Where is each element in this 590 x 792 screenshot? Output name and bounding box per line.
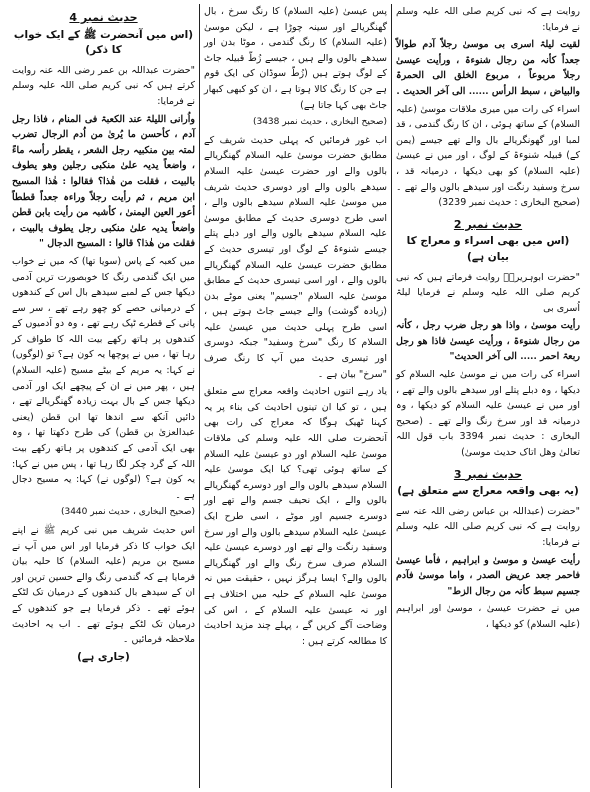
hadith-subheading-3: (یہ بھی واقعہ معراج سے متعلق ہے) [397, 485, 579, 498]
paragraph: پس عیسیٰ (علیہ السلام) کا رنگ سرخ ، بال گھنگریالے اور سینہ چوڑا ہے ، لیکن موسیٰ (علیہ السلام) کا رنگ گندمی ، موٹا بدن اور سیدھے بالوں والے ہیں ، جیسے زُطّ قبیلہ جاٹ کے لوگ ہوتے ہیں (زُطّ سوڈان کی ایک قوم ہے جن کا رنگ کالا ہوتا ہے ، ان کو کبھی کبھار جاٹ بھی کہا جاتا ہے) [204, 6, 387, 111]
arabic-text: واُرانی اللیلۃ عند الکعبۃ فی المنام ، فاذا رجل آدم ، کأحسن ما یُریٰ من اُدم الرجال تضرب لمتہ بین منکبیہ رجل الشعر ، یقطر رأسہ ماءً ، واضعاً یدیہ علیٰ منکبی رجلین وھو یطوف بالبیت ، فقلت من ھٰذا؟ فقالوا : ھٰذا المسیح ابن مریم ، ثم رأیت رجلاً وراءہ جعداً قططاً أعور العین الیمنیٰ ، کأشبہ من رأیت بابن قطن واضعاً یدیہ علیٰ منکبی رجل یطوف بالبیت ، فقلت من ھٰذا؟ قالوا : المسیح الدجال " [12, 113, 195, 250]
paragraph: روایت ہے کہ نبی کریم صلی اللہ علیہ وسلم نے فرمایا: [396, 6, 580, 33]
arabic-text: لقیت لیلۃ اسری بی موسیٰ رجلاً آدم طوالاً جعداً کأنہ من رجال شنوءۃ ، ورأیت عیسیٰ رجلاً مربوعاً ، مربوع الخلق الی الحمرۃ والبیاض ، سبط الرأس ...... الی آخر الحدیث . [396, 39, 580, 97]
reference: (صحیح البخاری ، حدیث نمبر 3440) [60, 507, 195, 518]
hadith-subheading-2: (اس میں بھی اسراء و معراج کا بیان ہے) [406, 235, 570, 263]
hadith-subheading-4: (اس میں آنحضرت ﷺ کے ایک خواب کا ذکر) [13, 28, 194, 57]
paragraph: یاد رہے اتنوں احادیث واقعہ معراج سے متعلق ہیں ، تو کیا ان تینوں احادیث کی بناء پر یہ کہنا ٹھیک ہوگا کہ معراج کی رات بھی آنحضرت صلی اللہ علیہ وسلم کی ملاقات موسیٰ علیہ السلام اور دو عیسیٰ علیہ السلام کے ساتھ ہوئی تھی؟ کیا ایک موسیٰ علیہ السلام سیدھے بالوں والے اور دوسرے گھنگریالے بالوں والے ، ایک نحیف جسم والے تھے اور دوسرے جسیم اور موٹے ، اسی طرح ایک عیسیٰ علیہ السلام سیدھے بالوں والے اور سرخ وسفید رنگت والے تھے اور دوسرے عیسیٰ علیہ السلام صرف سرخ رنگ والے اور گھنگریالے بالوں والے؟ ایسا ہرگز نہیں ، حقیقت میں نہ موسیٰ علیہ السلام کے حلیہ میں اختلاف ہے اور نہ عیسیٰ علیہ السلام کے ، اس کی وضاحت آگے کریں گے ، پہلے چند مزید احادیث کا مطالعہ کرتے ہیں : [204, 386, 387, 647]
arabic-text: رأیت عیسیٰ و موسیٰ و ابراہیم ، فأما عیسیٰ فاحمر جعد عریض الصدر ، واما موسیٰ فآدم جسیم سبط کأنہ من رجال الزط" [396, 554, 580, 597]
paragraph: اس حدیث شریف میں نبی کریم ﷺ نے اپنے ایک خواب کا ذکر فرمایا اور اس میں آپ نے مسیح بن مریم (علیہ السلام) کا حلیہ بیان فرمایا ہے کہ گندمی رنگ والے حسین ترین اور ان کے سیدھے بال کندھوں کے درمیان تک لٹکے ہوئے تھے ۔ ذکر فرمایا ہے جو کندھوں کے درمیان تک لٹکے ہوئے تھے ۔ اب یہ احادیث ملاحظہ فرمائیں ۔ [12, 525, 195, 646]
paragraph: "حضرت عبداللہ بن عمر رضی اللہ عنہ روایت کرتے ہیں کہ نبی کریم صلی اللہ علیہ وسلم نے فرمایا: [12, 64, 195, 107]
paragraph: "حضرت ابوہریرہؓ روایت فرماتے ہیں کہ نبی کریم صلی اللہ علیہ وسلم نے فرمایا لیلۃ اُسری بی [396, 271, 580, 314]
column-middle [200, 4, 392, 788]
hadith-heading-4: حدیث نمبر 4 [69, 11, 138, 24]
paragraph: میں نے حضرت عیسیٰ ، موسیٰ اور ابراہیم (علیہ السلام) کو دیکھا ، [396, 603, 580, 630]
arabic-text: رأیت موسیٰ ، واذا ھو رجل ضرب رجل ، کأنہ من رجال شنوءۃ ، ورأیت عیسیٰ فاذا ھو رجل ربعۃ احمر ..... الی آخر الحدیث" [396, 320, 580, 363]
reference: (صحیح البخاری ، حدیث نمبر 3438) [252, 117, 387, 128]
column-left [8, 4, 200, 788]
paragraph: میں کعبہ کے پاس (سویا تھا) کہ میں نے خواب میں ایک گندمی رنگ کا خوبصورت ترین آدمی دیکھا جس کے لمبے سیدھے بال اس کے کندھوں کے درمیانی حصے کو چھو رہے تھے ، سر سے پانی کے قطرے ٹپک رہے تھے ، وہ دو آدمیوں کے کندھوں پر ہاتھ رکھے بیت اللہ کا طواف کر رہا تھا ، میں نے پوچھا یہ کون ہے؟ تو (لوگوں) نے کہا: یہ مریم کے بیٹے مسیح (علیہ السلام) ہیں ، پھر میں نے ان کے پیچھے ایک اور آدمی دیکھا جس کے بال بہت زیادہ گھنگریالے تھے ، دائیں آنکھ سے اندھا تھا ابن قطن (یعنی عبدالعزیٰ بن قطن) کی طرح دکھتا تھا ، وہ بھی ایک آدمی کے کندھوں پر ہاتھ رکھے بیت اللہ کے گرد چکر لگا رہا تھا ، پس میں نے کہا: یہ کون ہے؟ (لوگوں نے) کہا: یہ مسیح دجال ہے ۔ [12, 255, 195, 501]
paragraph: اسراء کی رات میں نے موسیٰ علیہ السلام کو دیکھا ، وہ دبلے پتلے اور سیدھے بالوں والے تھے ، اور میں نے عیسیٰ علیہ السلام کو دیکھا ، وہ درمیانہ قد اور سرخ رنگ والے تھے ۔ (صحیح البخاری : حدیث نمبر 3394 باب قول اللہ تعالیٰ وھل اتاک حدیث موسیٰ) [396, 369, 581, 459]
hadith-heading-2: حدیث نمبر 2 [453, 217, 523, 231]
paragraph: اب غور فرمائیں کہ پہلی حدیث شریف کے مطابق حضرت موسیٰ علیہ السلام گھنگریالے بالوں والے اور حضرت عیسیٰ علیہ السلام سیدھے بالوں والے اور دوسری حدیث شریف میں موسیٰ علیہ السلام سیدھے بالوں والے ، اسی طرح دوسری حدیث کے مطابق موسیٰ علیہ السلام سیدھے بالوں والے اور دبلے پتلے جیسے شنوءۃ کے لوگ اور تیسری حدیث کے مطابق حضرت عیسیٰ علیہ السلام گھنگریالے بالوں والے ، اور اسی تیسری حدیث کے مطابق موسیٰ علیہ السلام "جسیم" یعنی موٹے بدن (زیادہ گوشت) والے جیسے جاٹ ہوتے ہیں ، اسی طرح پہلی حدیث میں عیسیٰ علیہ السلام کا رنگ "سرخ وسفید" جبکہ دوسری اور تیسری حدیث میں آپ کا رنگ صرف "سرخ" بیان ہے ۔ [204, 134, 387, 380]
column-right [392, 4, 584, 788]
paragraph: اسراء کی رات میں میری ملاقات موسیٰ (علیہ السلام) کے ساتھ ہوئی ، ان کا رنگ گندمی ، قد لمبا اور گھونگریالے بال والے تھے جیسے (یمن کے) قبیلہ شنوءۃ کے لوگ ، اور میں نے عیسیٰ (علیہ السلام) کو بھی دیکھا ، درمیانہ قد ، سرخ وسفید رنگت اور سیدھے بالوں والے تھے ۔ (صحیح البخاری : حدیث نمبر 3239) [396, 103, 580, 209]
paragraph: "حضرت (عبداللہ بن عباس رضی اللہ عنہ سے روایت ہے کہ نبی کریم صلی اللہ علیہ وسلم نے فرمایا: [396, 505, 580, 548]
newspaper-page [6, 4, 584, 788]
hadith-heading-3: حدیث نمبر 3 [453, 467, 523, 481]
continued-label: (جاری ہے) [77, 650, 130, 663]
